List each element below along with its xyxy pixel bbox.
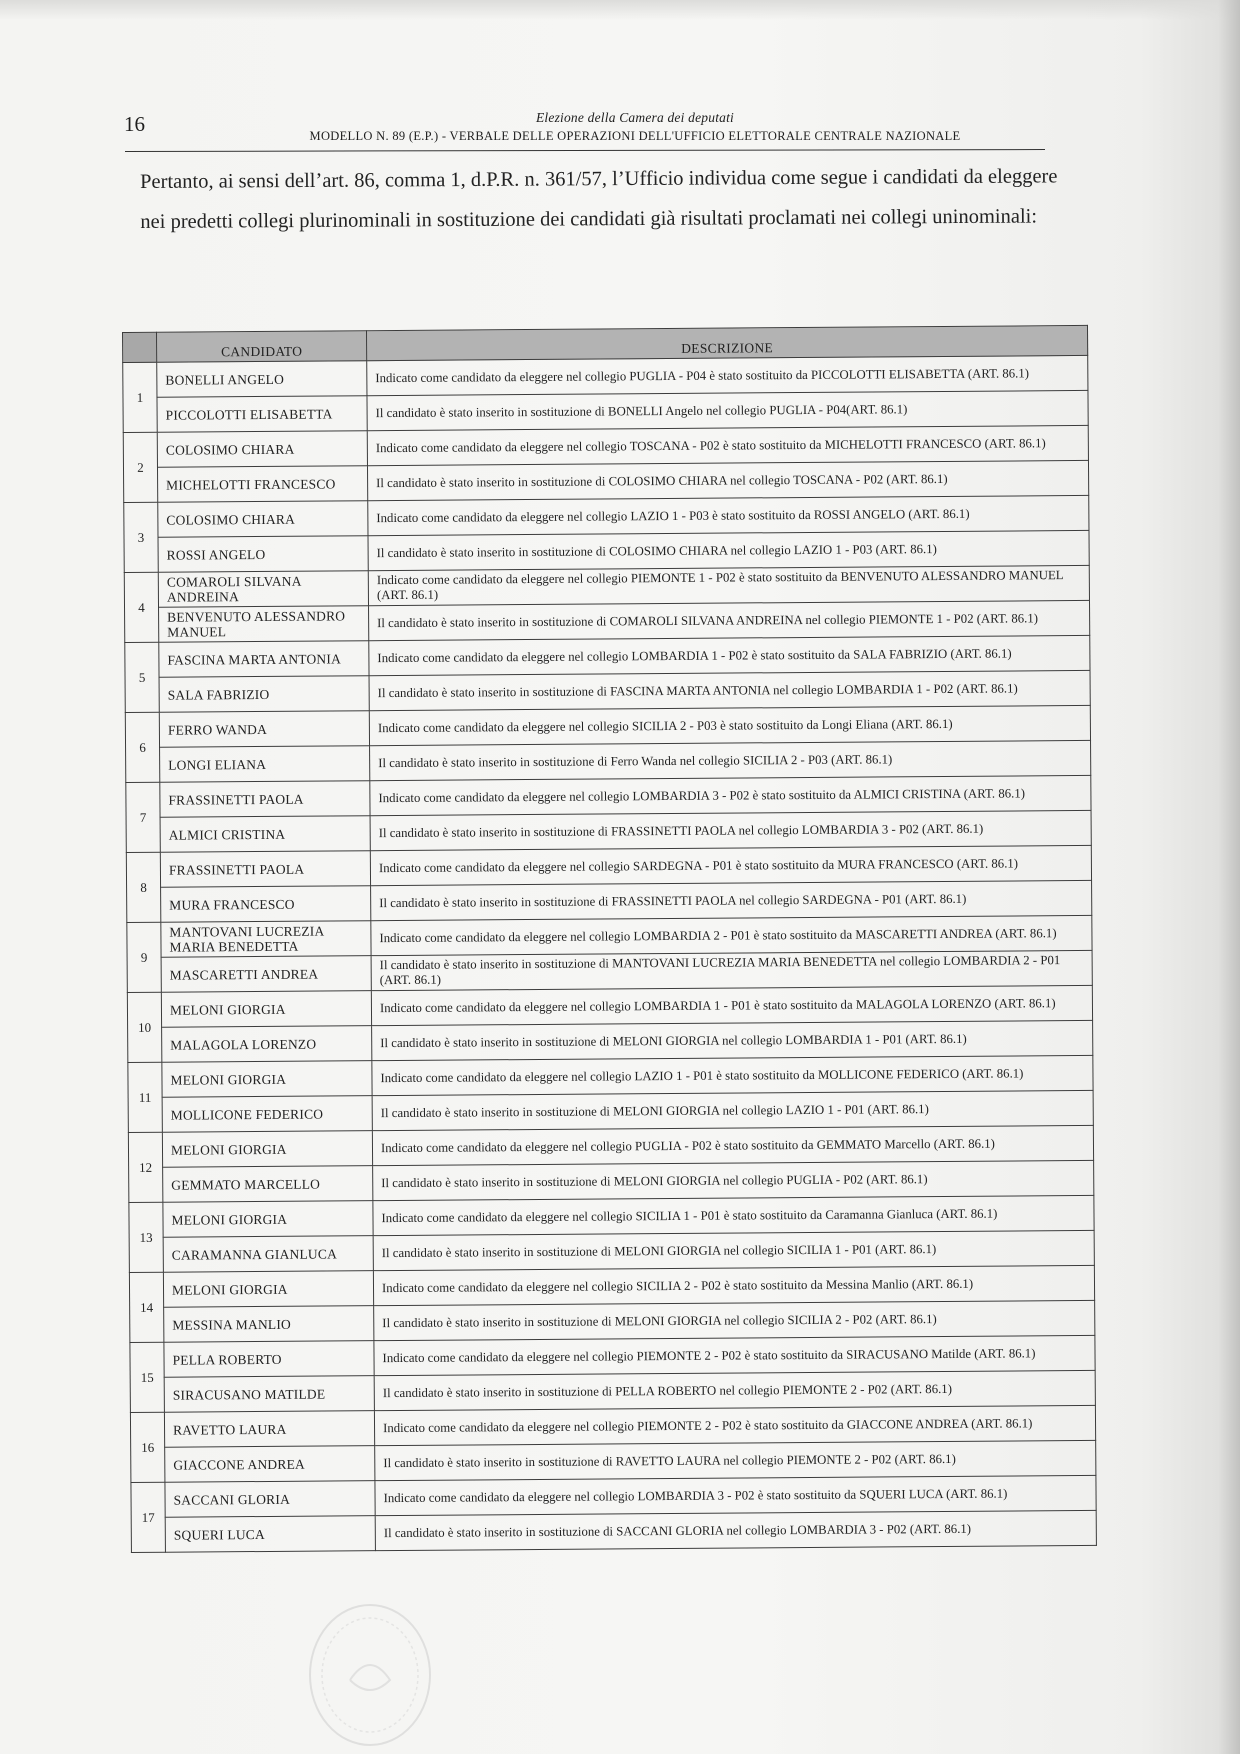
group-number: 4 — [124, 572, 159, 642]
candidate-cell: CARAMANNA GIANLUCA — [163, 1236, 373, 1273]
description-cell: Indicato come candidato da eleggere nel collegio PIEMONTE 2 - P02 è stato sostituito da SIRACUSANO Matilde (ART. 86.1) — [374, 1335, 1095, 1375]
candidate-cell: COLOSIMO CHIARA — [158, 501, 368, 538]
group-number: 7 — [126, 782, 161, 852]
candidate-cell: SACCANI GLORIA — [165, 1481, 375, 1518]
group-number: 3 — [124, 502, 159, 572]
description-cell: Il candidato è stato inserito in sostituzione di SACCANI GLORIA nel collegio LOMBARDIA 3 - P02 (ART. 86.1) — [375, 1510, 1096, 1550]
candidate-cell: GIACCONE ANDREA — [165, 1446, 375, 1483]
group-number: 17 — [131, 1482, 166, 1552]
candidate-cell: PELLA ROBERTO — [164, 1341, 374, 1378]
running-header-title: Elezione della Camera dei deputati — [535, 110, 734, 125]
candidate-cell: BONELLI ANGELO — [157, 361, 367, 398]
candidate-cell: MESSINA MANLIO — [164, 1306, 374, 1343]
group-number: 1 — [123, 362, 158, 432]
candidate-cell: GEMMATO MARCELLO — [163, 1166, 373, 1203]
column-header-description: DESCRIZIONE — [366, 325, 1087, 360]
column-header-number — [123, 332, 157, 362]
substitution-table-wrapper — [122, 325, 1096, 1587]
running-header-model: MODELLO N. 89 (E.P.) - VERBALE DELLE OPERAZIONI DELL'UFFICIO ELETTORALE CENTRALE NAZIONALE — [309, 129, 961, 143]
header-divider — [125, 149, 1045, 152]
candidate-cell: COMAROLI SILVANA ANDREINA — [158, 571, 368, 608]
group-number: 12 — [128, 1132, 163, 1202]
candidate-cell: MELONI GIORGIA — [162, 1061, 372, 1098]
candidate-cell: MOLLICONE FEDERICO — [162, 1096, 372, 1133]
candidate-cell: MELONI GIORGIA — [163, 1201, 373, 1238]
description-cell: Indicato come candidato da eleggere nel collegio LOMBARDIA 2 - P01 è stato sostituito da MASCARETTI ANDREA (ART. 86.1) — [371, 915, 1092, 955]
description-cell: Il candidato è stato inserito in sostituzione di FASCINA MARTA ANTONIA nel collegio LOMBARDIA 1 - P02 (ART. 86.1) — [369, 670, 1090, 710]
table-body — [123, 355, 1097, 1552]
page-number: 16 — [124, 112, 145, 136]
candidate-cell: FASCINA MARTA ANTONIA — [159, 641, 369, 678]
description-cell: Il candidato è stato inserito in sostituzione di PELLA ROBERTO nel collegio PIEMONTE 2 - P02 (ART. 86.1) — [374, 1370, 1095, 1410]
description-cell: Indicato come candidato da eleggere nel collegio TOSCANA - P02 è stato sostituito da MICHELOTTI FRANCESCO (ART. 86.1) — [367, 425, 1088, 465]
group-number: 16 — [130, 1412, 165, 1482]
group-number: 8 — [126, 852, 161, 922]
description-cell: Indicato come candidato da eleggere nel collegio SICILIA 2 - P02 è stato sostituito da Messina Manlio (ART. 86.1) — [373, 1265, 1094, 1305]
description-cell: Indicato come candidato da eleggere nel collegio LAZIO 1 - P03 è stato sostituito da ROSSI ANGELO (ART. 86.1) — [368, 495, 1089, 535]
candidate-cell: MELONI GIORGIA — [162, 1131, 372, 1168]
description-cell: Indicato come candidato da eleggere nel collegio LOMBARDIA 3 - P02 è stato sostituito da SQUERI LUCA (ART. 86.1) — [375, 1475, 1096, 1515]
candidate-cell: MELONI GIORGIA — [161, 991, 371, 1028]
table-row — [131, 1510, 1096, 1552]
description-cell: Il candidato è stato inserito in sostituzione di BONELLI Angelo nel collegio PUGLIA - P04(ART. 86.1) — [367, 390, 1088, 430]
substitution-table — [122, 325, 1097, 1553]
group-number: 14 — [129, 1272, 164, 1342]
description-cell: Indicato come candidato da eleggere nel collegio PUGLIA - P02 è stato sostituito da GEMMATO Marcello (ART. 86.1) — [372, 1125, 1093, 1165]
description-cell: Il candidato è stato inserito in sostituzione di MELONI GIORGIA nel collegio LAZIO 1 - P01 (ART. 86.1) — [372, 1090, 1093, 1130]
description-cell: Il candidato è stato inserito in sostituzione di RAVETTO LAURA nel collegio PIEMONTE 2 - P02 (ART. 86.1) — [375, 1440, 1096, 1480]
description-cell: Il candidato è stato inserito in sostituzione di MELONI GIORGIA nel collegio SICILIA 1 - P01 (ART. 86.1) — [373, 1230, 1094, 1270]
description-cell: Il candidato è stato inserito in sostituzione di Ferro Wanda nel collegio SICILIA 2 - P03 (ART. 86.1) — [370, 740, 1091, 780]
group-number: 2 — [123, 432, 158, 502]
description-cell: Indicato come candidato da eleggere nel collegio LOMBARDIA 3 - P02 è stato sostituito da ALMICI CRISTINA (ART. 86.1) — [370, 775, 1091, 815]
description-cell: Il candidato è stato inserito in sostituzione di COMAROLI SILVANA ANDREINA nel collegio PIEMONTE 1 - P02 (ART. 86.1) — [369, 600, 1090, 640]
scan-shadow — [0, 0, 1240, 20]
group-number: 10 — [127, 992, 162, 1062]
candidate-cell: MALAGOLA LORENZO — [162, 1026, 372, 1063]
intro-paragraph: Pertanto, ai sensi dell’art. 86, comma 1, d.P.R. n. 361/57, l’Ufficio individua come segue i candidati da eleggere nei predetti collegi plurinominali in sostituzione dei candidati già risultati proclamati nei collegi uninominali: — [140, 165, 1058, 233]
description-cell: Indicato come candidato da eleggere nel collegio LAZIO 1 - P01 è stato sostituito da MOLLICONE FEDERICO (ART. 86.1) — [372, 1055, 1093, 1095]
candidate-cell: COLOSIMO CHIARA — [157, 431, 367, 468]
column-header-candidate: CANDIDATO — [157, 331, 367, 363]
group-number: 11 — [128, 1062, 163, 1132]
description-cell: Indicato come candidato da eleggere nel collegio PIEMONTE 1 - P02 è stato sostituito da BENVENUTO ALESSANDRO MANUEL (ART. 86.1) — [368, 565, 1089, 605]
description-cell: Indicato come candidato da eleggere nel collegio SICILIA 2 - P03 è stato sostituito da Longi Eliana (ART. 86.1) — [369, 705, 1090, 745]
candidate-cell: RAVETTO LAURA — [164, 1411, 374, 1448]
candidate-cell: SALA FABRIZIO — [159, 676, 369, 713]
candidate-cell: FERRO WANDA — [159, 711, 369, 748]
candidate-cell: SIRACUSANO MATILDE — [164, 1376, 374, 1413]
group-number: 6 — [125, 712, 160, 782]
group-number: 15 — [130, 1342, 165, 1412]
official-stamp — [305, 1600, 435, 1750]
description-cell: Il candidato è stato inserito in sostituzione di COLOSIMO CHIARA nel collegio TOSCANA - P02 (ART. 86.1) — [367, 460, 1088, 500]
candidate-cell: PICCOLOTTI ELISABETTA — [157, 396, 367, 433]
candidate-cell: SQUERI LUCA — [165, 1516, 375, 1553]
description-cell: Indicato come candidato da eleggere nel collegio PIEMONTE 2 - P02 è stato sostituito da GIACCONE ANDREA (ART. 86.1) — [374, 1405, 1095, 1445]
description-cell: Il candidato è stato inserito in sostituzione di MELONI GIORGIA nel collegio PUGLIA - P02 (ART. 86.1) — [373, 1160, 1094, 1200]
candidate-cell: MICHELOTTI FRANCESCO — [157, 466, 367, 503]
description-cell: Il candidato è stato inserito in sostituzione di MELONI GIORGIA nel collegio LOMBARDIA 1 - P01 (ART. 86.1) — [372, 1020, 1093, 1060]
description-cell: Indicato come candidato da eleggere nel collegio LOMBARDIA 1 - P01 è stato sostituito da MALAGOLA LORENZO (ART. 86.1) — [371, 985, 1092, 1025]
candidate-cell: MELONI GIORGIA — [163, 1271, 373, 1308]
group-number: 13 — [129, 1202, 164, 1272]
description-cell: Il candidato è stato inserito in sostituzione di FRASSINETTI PAOLA nel collegio LOMBARDIA 3 - P02 (ART. 86.1) — [370, 810, 1091, 850]
description-cell: Indicato come candidato da eleggere nel collegio SARDEGNA - P01 è stato sostituito da MURA FRANCESCO (ART. 86.1) — [370, 845, 1091, 885]
candidate-cell: MANTOVANI LUCREZIA MARIA BENEDETTA — [161, 921, 371, 958]
group-number: 9 — [127, 922, 162, 992]
group-number: 5 — [125, 642, 160, 712]
candidate-cell: FRASSINETTI PAOLA — [160, 781, 370, 818]
description-cell: Il candidato è stato inserito in sostituzione di FRASSINETTI PAOLA nel collegio SARDEGNA - P01 (ART. 86.1) — [371, 880, 1092, 920]
description-cell: Il candidato è stato inserito in sostituzione di MELONI GIORGIA nel collegio SICILIA 2 - P02 (ART. 86.1) — [374, 1300, 1095, 1340]
candidate-cell: ROSSI ANGELO — [158, 536, 368, 573]
candidate-cell: LONGI ELIANA — [160, 746, 370, 783]
candidate-cell: ALMICI CRISTINA — [160, 816, 370, 853]
candidate-cell: MASCARETTI ANDREA — [161, 956, 371, 993]
candidate-cell: BENVENUTO ALESSANDRO MANUEL — [159, 606, 369, 643]
candidate-cell: FRASSINETTI PAOLA — [160, 851, 370, 888]
description-cell: Il candidato è stato inserito in sostituzione di MANTOVANI LUCREZIA MARIA BENEDETTA nel collegio LOMBARDIA 2 - P01 (ART. 86.1) — [371, 950, 1092, 990]
candidate-cell: MURA FRANCESCO — [161, 886, 371, 923]
description-cell: Indicato come candidato da eleggere nel collegio LOMBARDIA 1 - P02 è stato sostituito da SALA FABRIZIO (ART. 86.1) — [369, 635, 1090, 675]
description-cell: Indicato come candidato da eleggere nel collegio PUGLIA - P04 è stato sostituito da PICCOLOTTI ELISABETTA (ART. 86.1) — [367, 355, 1088, 395]
description-cell: Indicato come candidato da eleggere nel collegio SICILIA 1 - P01 è stato sostituito da Caramanna Gianluca (ART. 86.1) — [373, 1195, 1094, 1235]
description-cell: Il candidato è stato inserito in sostituzione di COLOSIMO CHIARA nel collegio LAZIO 1 - P03 (ART. 86.1) — [368, 530, 1089, 570]
